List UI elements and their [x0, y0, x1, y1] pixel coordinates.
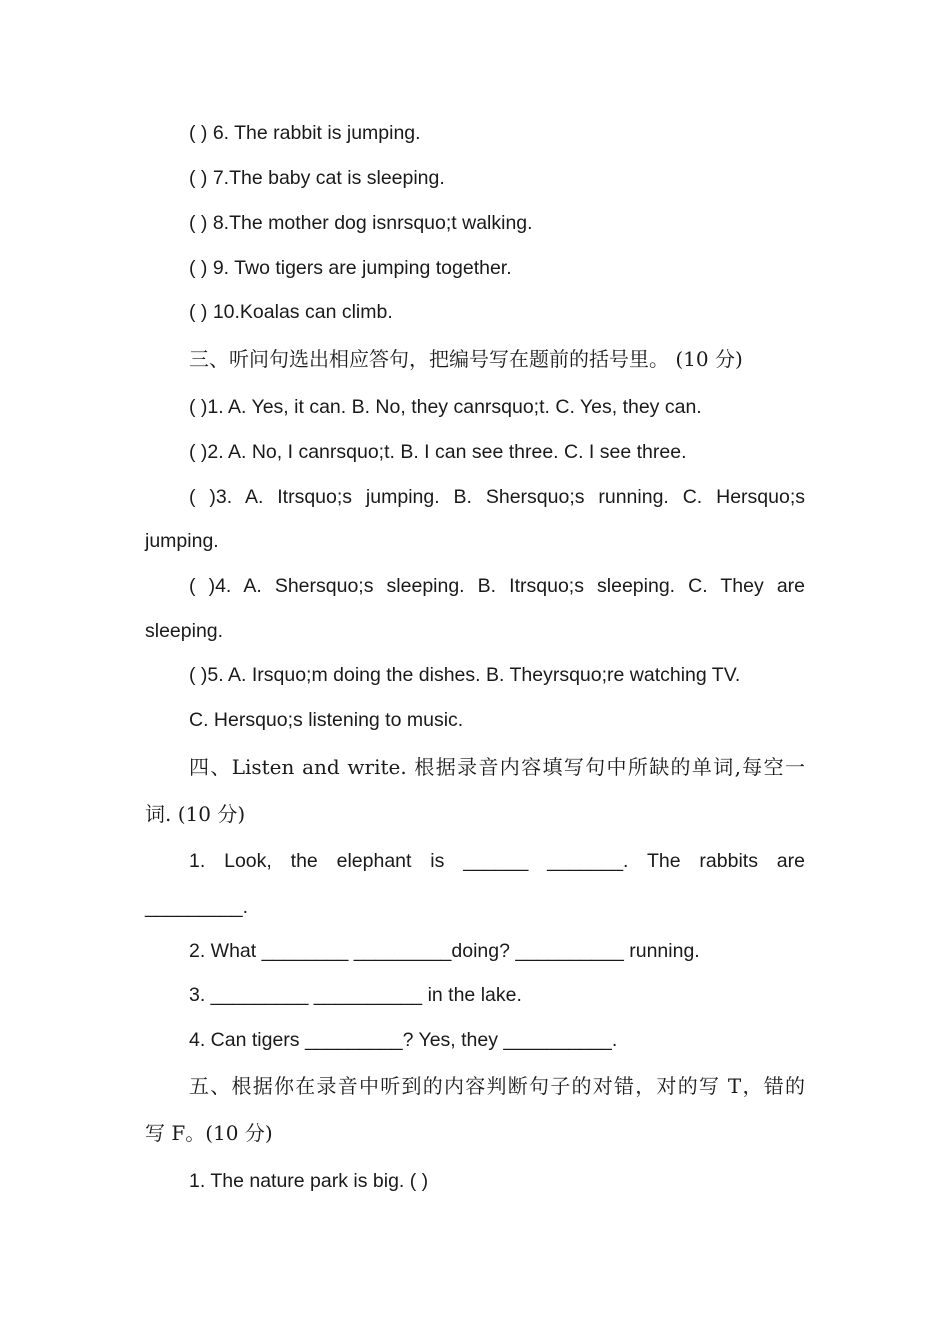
section-3-item-5-cont: C. Hersquo;s listening to music.: [189, 709, 464, 731]
section-4-item-1: 1. Look, the elephant is ______ _______. The rabbits are: [189, 850, 805, 872]
section-3-item-4: ( )4. A. Shersquo;s sleeping. B. Itrsquo;s sleeping. C. They are: [189, 575, 805, 597]
section-3-item-2: ( )2. A. No, I canrsquo;t. B. I can see three. C. I see three.: [189, 441, 687, 463]
section-4-item-3: 3. _________ __________ in the lake.: [189, 984, 522, 1006]
section-3-item-3: ( )3. A. Itrsquo;s jumping. B. Shersquo;s running. C. Hersquo;s: [189, 486, 805, 508]
question-8: ( ) 8.The mother dog isnrsquo;t walking.: [189, 212, 533, 234]
section-4-heading-cont: 词. (10 分): [145, 802, 246, 826]
section-3-item-4-cont: sleeping.: [145, 620, 224, 642]
section-5-item-1: 1. The nature park is big. ( ): [189, 1170, 429, 1192]
section-5-heading-cont: 写 F。(10 分): [145, 1121, 273, 1145]
section-4-item-2: 2. What ________ _________doing? __________ running.: [189, 940, 700, 962]
question-10: ( ) 10.Koalas can climb.: [189, 301, 393, 323]
section-5-heading: 五、根据你在录音中听到的内容判断句子的对错，对的写 T，错的: [189, 1074, 805, 1098]
question-6: ( ) 6. The rabbit is jumping.: [189, 122, 421, 144]
question-9: ( ) 9. Two tigers are jumping together.: [189, 257, 512, 279]
section-3-heading: 三、听问句选出相应答句，把编号写在题前的括号里。 (10 分): [189, 347, 743, 371]
section-4-heading: 四、Listen and write. 根据录音内容填写句中所缺的单词,每空一: [189, 755, 805, 779]
section-3-item-1: ( )1. A. Yes, it can. B. No, they canrsquo;t. C. Yes, they can.: [189, 396, 702, 418]
question-7: ( ) 7.The baby cat is sleeping.: [189, 167, 445, 189]
section-3-item-5: ( )5. A. Irsquo;m doing the dishes. B. Theyrsquo;re watching TV.: [189, 664, 741, 686]
section-3-item-3-cont: jumping.: [145, 530, 219, 552]
section-4-item-4: 4. Can tigers _________? Yes, they __________.: [189, 1029, 618, 1051]
section-4-item-1-cont: _________.: [145, 896, 249, 918]
